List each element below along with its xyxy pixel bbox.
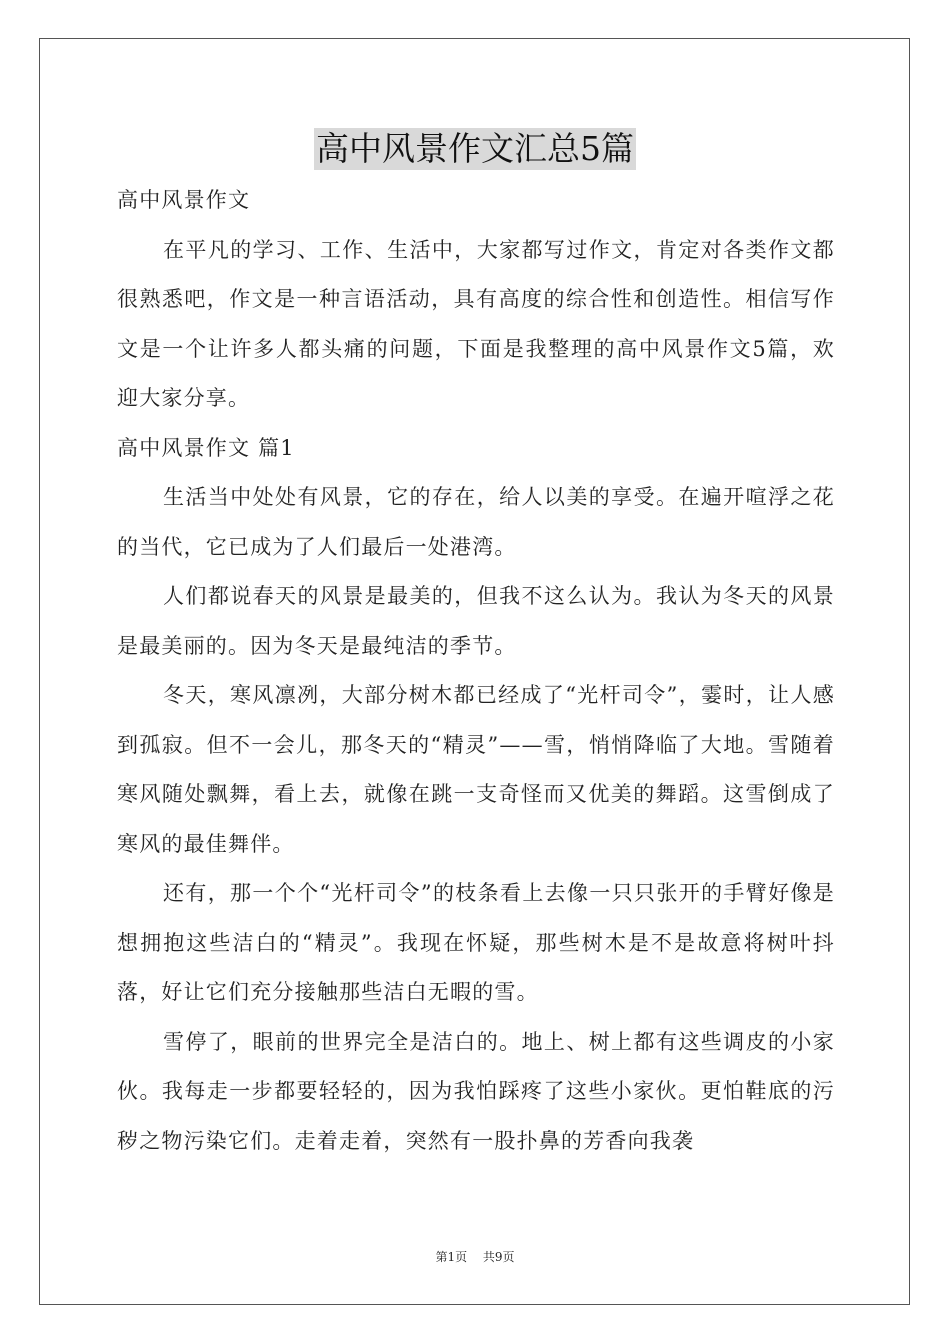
- document-title: 高中风景作文汇总5篇: [316, 129, 634, 168]
- page-number: 第1页: [435, 1250, 468, 1264]
- paragraph: 生活当中处处有风景，它的存在，给人以美的享受。在遍开喧浮之花的当代，它已成为了人们最后一处港湾。: [117, 485, 835, 559]
- document-body: [117, 176, 835, 1166]
- paragraph: 人们都说春天的风景是最美的，但我不这么认为。我认为冬天的风景是最美丽的。因为冬天是最纯洁的季节。: [117, 584, 835, 658]
- paragraph: 雪停了，眼前的世界完全是洁白的。地上、树上都有这些调皮的小家伙。我每走一步都要轻轻的，因为我怕踩疼了这些小家伙。更怕鞋底的污秽之物污染它们。走着走着，突然有一股扑鼻的芳香向我袭: [117, 1029, 835, 1153]
- paragraph: 冬天，寒风凛冽，大部分树木都已经成了“光杆司令”，霎时，让人感到孤寂。但不一会儿，那冬天的“精灵”——雪，悄悄降临了大地。雪随着寒风随处飘舞，看上去，就像在跳一支奇怪而又优美的舞蹈。这雪倒成了寒风的最佳舞伴。: [117, 683, 835, 856]
- paragraph: 在平凡的学习、工作、生活中，大家都写过作文，肯定对各类作文都很熟悉吧，作文是一种言语活动，具有高度的综合性和创造性。相信写作文是一个让许多人都头痛的问题，下面是我整理的高中风景作文5篇，欢迎大家分享。: [117, 237, 835, 410]
- section-heading: 高中风景作文: [117, 188, 251, 212]
- section-heading: 高中风景作文 篇1: [117, 435, 295, 460]
- paragraph: 还有，那一个个“光杆司令”的枝条看上去像一只只张开的手臂好像是想拥抱这些洁白的“精灵”。我现在怀疑，那些树木是不是故意将树叶抖落，好让它们充分接触那些洁白无暇的雪。: [117, 881, 835, 1004]
- title-container: [0, 128, 950, 170]
- page-footer: [0, 1248, 950, 1265]
- page-total: 共9页: [482, 1250, 515, 1264]
